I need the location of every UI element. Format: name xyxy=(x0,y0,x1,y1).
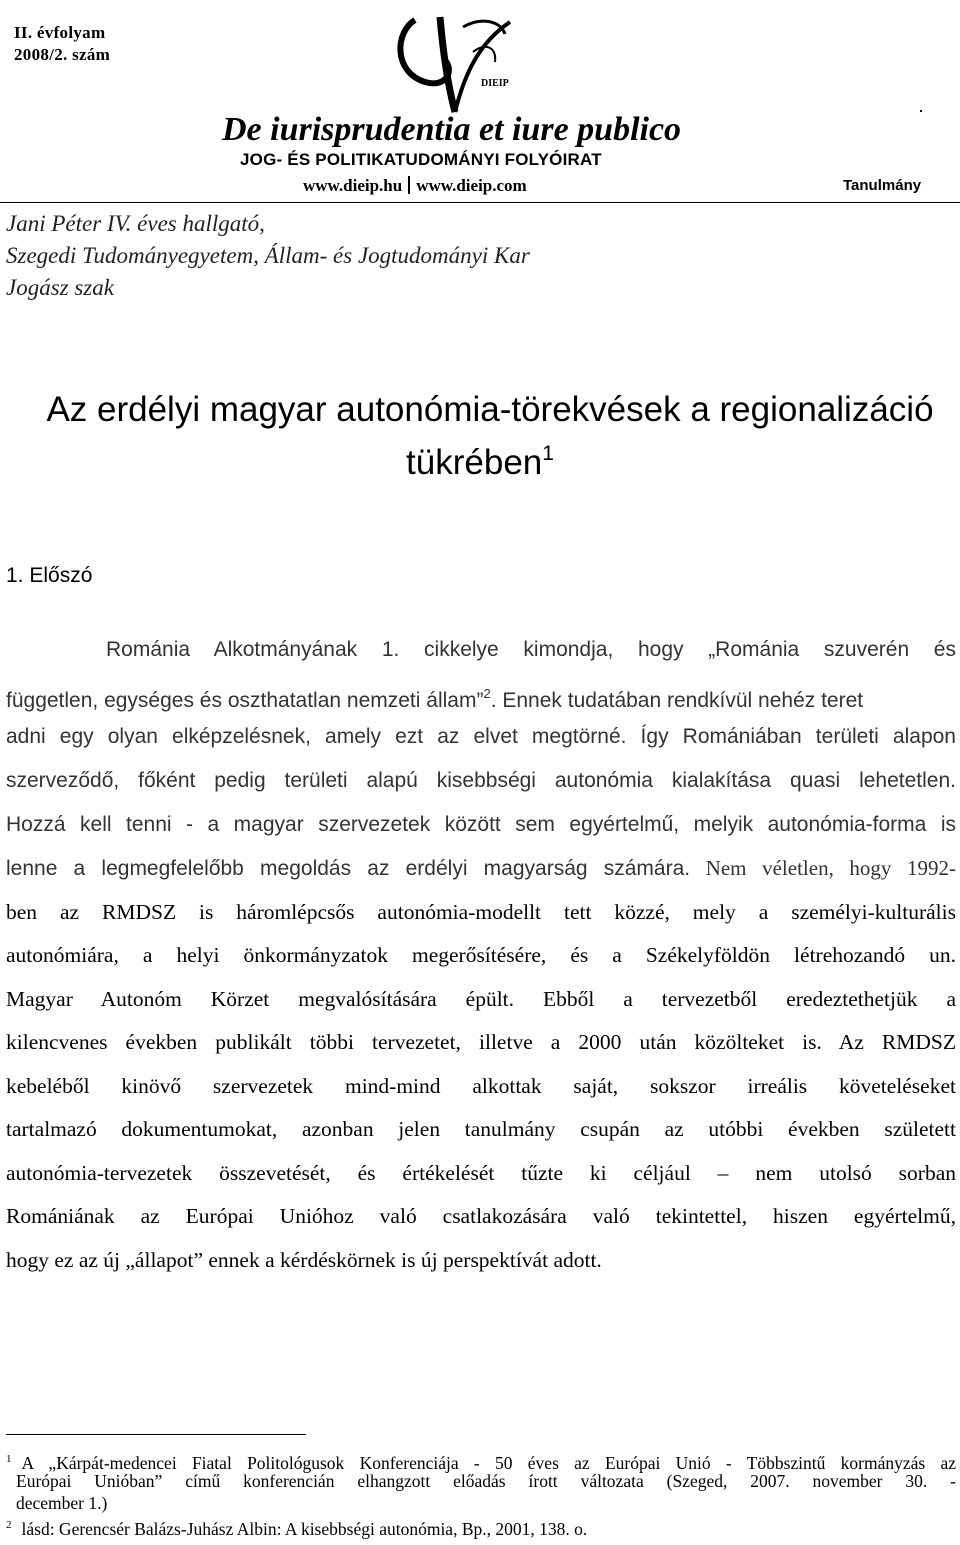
website-link-hu[interactable]: www.dieip.hu xyxy=(303,176,403,195)
logo-text: DIEIP xyxy=(481,78,509,89)
section-tag: Tanulmány xyxy=(843,177,922,194)
body-line: Magyar Autonóm Körzet megvalósítására épült. Ebből a tervezetből eredeztethetjük a xyxy=(6,987,956,1011)
title-line-2: tükrében xyxy=(406,443,543,482)
author-block xyxy=(6,208,530,304)
journal-subtitle: JOG- ÉS POLITIKATUDOMÁNYI FOLYÓIRAT xyxy=(240,150,602,169)
page-header xyxy=(0,0,960,205)
body-line: független, egységes és oszthatatlan nemzeti állam”$^2$. Ennek tudatában rendkívül nehéz teret xyxy=(6,686,864,712)
header-dot xyxy=(920,110,922,112)
body-line: autonómiára, a helyi önkormányzatok megerősítésére, és a Székelyföldön létrehozandó un. xyxy=(6,943,956,967)
footnote-2-line: $^2$ lásd: Gerencsér Balázs-Juhász Albin: A kisebbségi autonómia, Bp., 2001, 138. o. xyxy=(6,1519,588,1539)
section-heading: 1. Előszó xyxy=(6,564,93,587)
footnote-ref-2[interactable]: 2 xyxy=(483,686,491,701)
body-line: Románia Alkotmányának 1. cikkelye kimondja, hogy „Románia szuverén és xyxy=(106,638,956,661)
issue-volume: II. évfolyam xyxy=(14,23,106,42)
body-line: ben az RMDSZ is háromlépcsős autonómia-modellt tett közzé, mely a személyi-kulturális xyxy=(6,900,956,924)
footnote-2-number: 2 xyxy=(6,1519,12,1531)
footnote-1-number: 1 xyxy=(6,1453,12,1465)
footnote-divider xyxy=(6,1434,306,1435)
body-line: autonómia-tervezetek összevetését, és értékelését tűzte ki céljául – nem utolsó sorban xyxy=(6,1161,956,1185)
body-line: lenne a legmegfelelőbb megoldás az erdélyi magyarság számára. Nem véletlen, hogy 1992- xyxy=(6,856,956,880)
title-footnote-ref[interactable]: 1 xyxy=(542,442,554,465)
author-name: Jani Péter IV. éves hallgató, xyxy=(6,211,265,236)
journal-title: De iurisprudentia et iure publico xyxy=(222,111,682,148)
title-line-1: Az erdélyi magyar autonómia-törekvések a regionalizáció xyxy=(46,390,934,429)
body-line: kebeléből kinövő szervezetek mind-mind alkottak saját, sokszor irreális követeléseket xyxy=(6,1074,956,1098)
header-divider xyxy=(0,202,960,203)
body-line: tartalmazó dokumentumokat, azonban jelen tanulmány csupán az utóbbi években született xyxy=(6,1117,956,1141)
body-line: Romániának az Európai Unióhoz való csatlakozására való tekintettel, hiszen egyértelmű, xyxy=(6,1204,956,1228)
body-line: Hozzá kell tenni - a magyar szervezetek között sem egyértelmű, melyik autonómia-forma is xyxy=(6,813,956,836)
author-program: Jogász szak xyxy=(6,275,114,300)
footnote-1-line: $^1$ A „Kárpát-medencei Fiatal Politológusok Konferenciája - 50 éves az Európai Unió - Többszintű kormányzás az xyxy=(6,1453,956,1473)
body-line: kilencvenes években publikált többi tervezetet, illetve a 2000 után közölteket is. Az RMDSZ xyxy=(6,1030,956,1054)
issue-number: 2008/2. szám xyxy=(14,45,111,64)
footnote-1-line: december 1.) xyxy=(16,1493,108,1513)
article-title xyxy=(0,388,960,485)
body-line: szerveződő, főként pedig területi alapú kisebbségi autonómia kialakítása quasi lehetetlen. xyxy=(6,769,956,792)
issue-info xyxy=(14,22,110,66)
body-line: hogy ez az új „állapot” ennek a kérdéskörnek is új perspektívát adott. xyxy=(6,1248,602,1272)
body-line: adni egy olyan elképzelésnek, amely ezt az elvet megtörné. Így Romániában területi alapon xyxy=(6,725,956,748)
website-separator xyxy=(408,176,410,194)
journal-logo-icon xyxy=(385,12,520,122)
author-affiliation: Szegedi Tudományegyetem, Állam- és Jogtudományi Kar xyxy=(6,243,530,268)
footnote-1-line: Európai Unióban” című konferencián elhangzott előadás írott változata (Szeged, 2007. november 30. - xyxy=(16,1471,956,1491)
website-link-com[interactable]: www.dieip.com xyxy=(416,176,527,195)
journal-websites xyxy=(303,176,527,196)
